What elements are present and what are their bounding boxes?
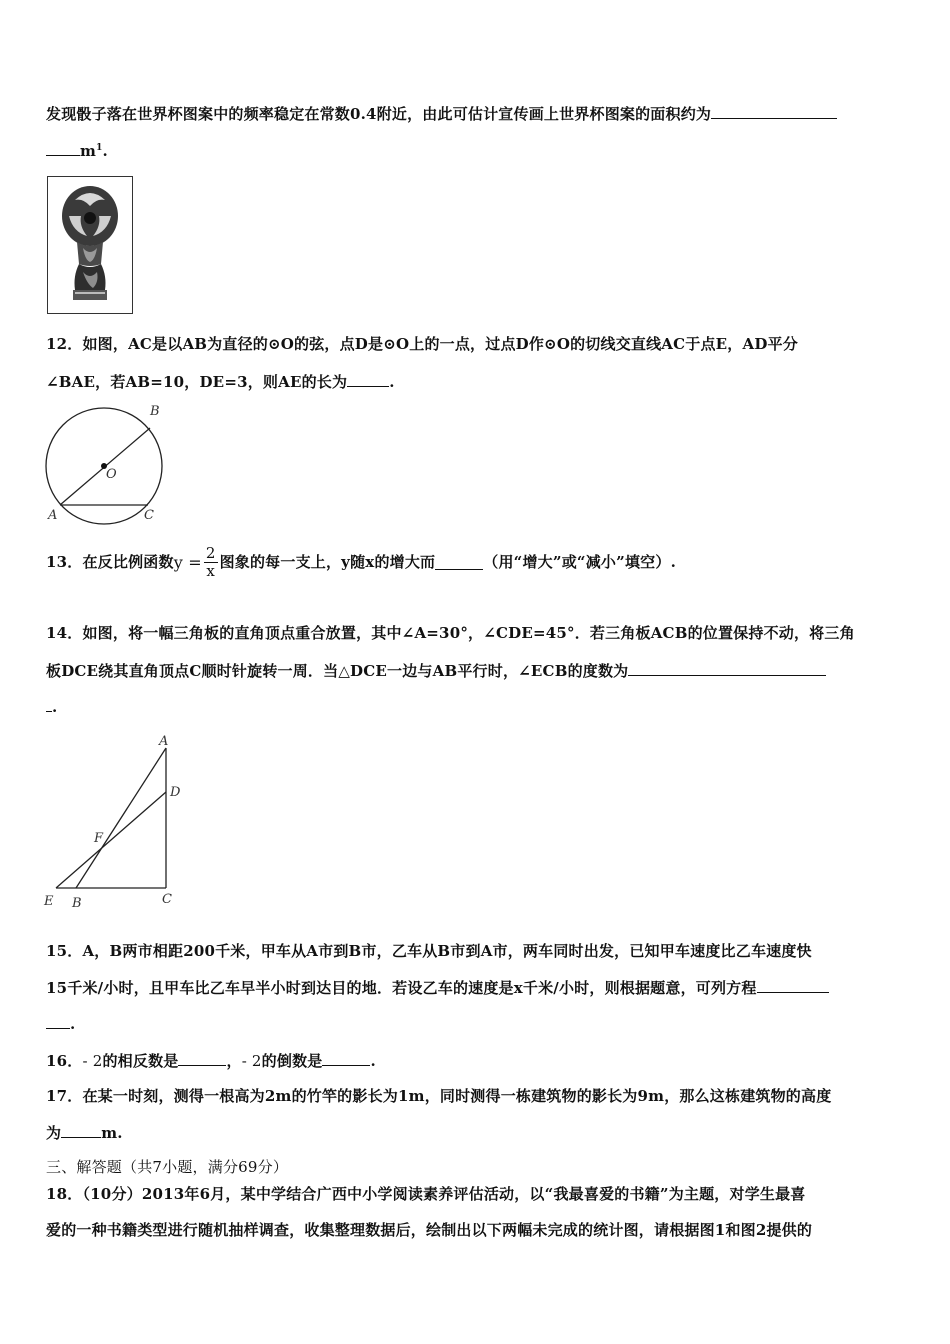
label-e: E — [44, 894, 54, 909]
hypotenuse-de — [56, 792, 166, 888]
label-f: F — [94, 831, 104, 846]
label-a: A — [159, 734, 169, 749]
q15-line3: . — [46, 1014, 75, 1033]
q13-answer-blank[interactable] — [435, 555, 483, 570]
q14-answer-blank[interactable] — [628, 661, 826, 676]
q13-line: 13．在反比例函数y = $\frac{2}{x}$ 图象的每一支上，y随x的增大而 （用“增大”或“减小”填空）. — [46, 544, 676, 580]
q11-answer-blank[interactable] — [711, 104, 837, 119]
q12-line1: 12．如图，AC是以AB为直径的⊙O的弦，点D是⊙O上的一点，过点D作⊙O的切线交直线AC于点E，AD平分 — [46, 335, 798, 353]
label-c: C — [162, 892, 172, 907]
q12-line2: ∠BAE，若AB=10，DE=3，则AE的长为 . — [46, 373, 395, 391]
q16-line: 16．- 2的相反数是 ，- 2的倒数是 . — [46, 1052, 376, 1070]
q15-answer-blank[interactable] — [757, 978, 829, 993]
q15-line2: 15千米/小时，且甲车比乙车早半小时到达目的地．若设乙车的速度是x千米/小时，则根据题意，可列方程 — [46, 977, 829, 998]
q17-line1: 17．在某一时刻，测得一根高为2m的竹竿的影长为1m，同时测得一栋建筑物的影长为9m，那么这栋建筑物的高度 — [46, 1087, 832, 1105]
q18-line2: 爱的一种书籍类型进行随机抽样调查，收集整理数据后，绘制出以下两幅未完成的统计图，请根据图1和图2提供的 — [46, 1221, 813, 1239]
q14-line2: 板DCE绕其直角顶点C顺时针旋转一周．当△DCE一边与AB平行时，∠ECB的度数为 — [46, 660, 826, 681]
q12-answer-blank[interactable] — [347, 372, 389, 387]
q11-line2: $m^1$. — [46, 141, 108, 160]
triangles-figure — [42, 730, 192, 915]
fraction-2-over-x: $\frac{2}{x}$ — [205, 544, 216, 580]
q11-line1: 发现骰子落在世界杯图案中的频率稳定在常数0.4附近，由此可估计宣传画上世界杯图案的面积约为 — [46, 103, 837, 124]
q16-answer-blank-2[interactable] — [322, 1051, 370, 1066]
q15-answer-blank-cont[interactable] — [46, 1014, 70, 1029]
label-d: D — [170, 785, 181, 800]
q17-line2: 为 m. — [46, 1124, 123, 1142]
label-a: A — [48, 508, 58, 523]
q18-line1: 18．（10分）2013年6月，某中学结合广西中小学阅读素养评估活动，以“我最喜爱的书籍”为主题，对学生最喜 — [46, 1185, 806, 1203]
q17-answer-blank[interactable] — [61, 1123, 101, 1138]
q14-line3: . — [46, 697, 57, 716]
q15-line1: 15．A，B两市相距200千米，甲车从A市到B市，乙车从B市到A市，两车同时出发，已知甲车速度比乙车速度快 — [46, 942, 812, 960]
section-3-title: 三、解答题（共7小题，满分69分） — [46, 1158, 289, 1176]
q11-answer-blank-cont[interactable] — [46, 141, 80, 156]
label-b: B — [72, 896, 82, 911]
q16-answer-blank-1[interactable] — [178, 1051, 226, 1066]
label-o: O — [106, 467, 117, 482]
world-cup-trophy-figure — [47, 176, 133, 314]
label-c: C — [144, 508, 154, 523]
q14-line1: 14．如图，将一幅三角板的直角顶点重合放置，其中∠A=30°，∠CDE=45°．若三角板ACB的位置保持不动，将三角 — [46, 624, 855, 642]
circle-figure — [40, 398, 170, 526]
label-b: B — [150, 404, 160, 419]
hypotenuse-ab — [76, 748, 166, 888]
